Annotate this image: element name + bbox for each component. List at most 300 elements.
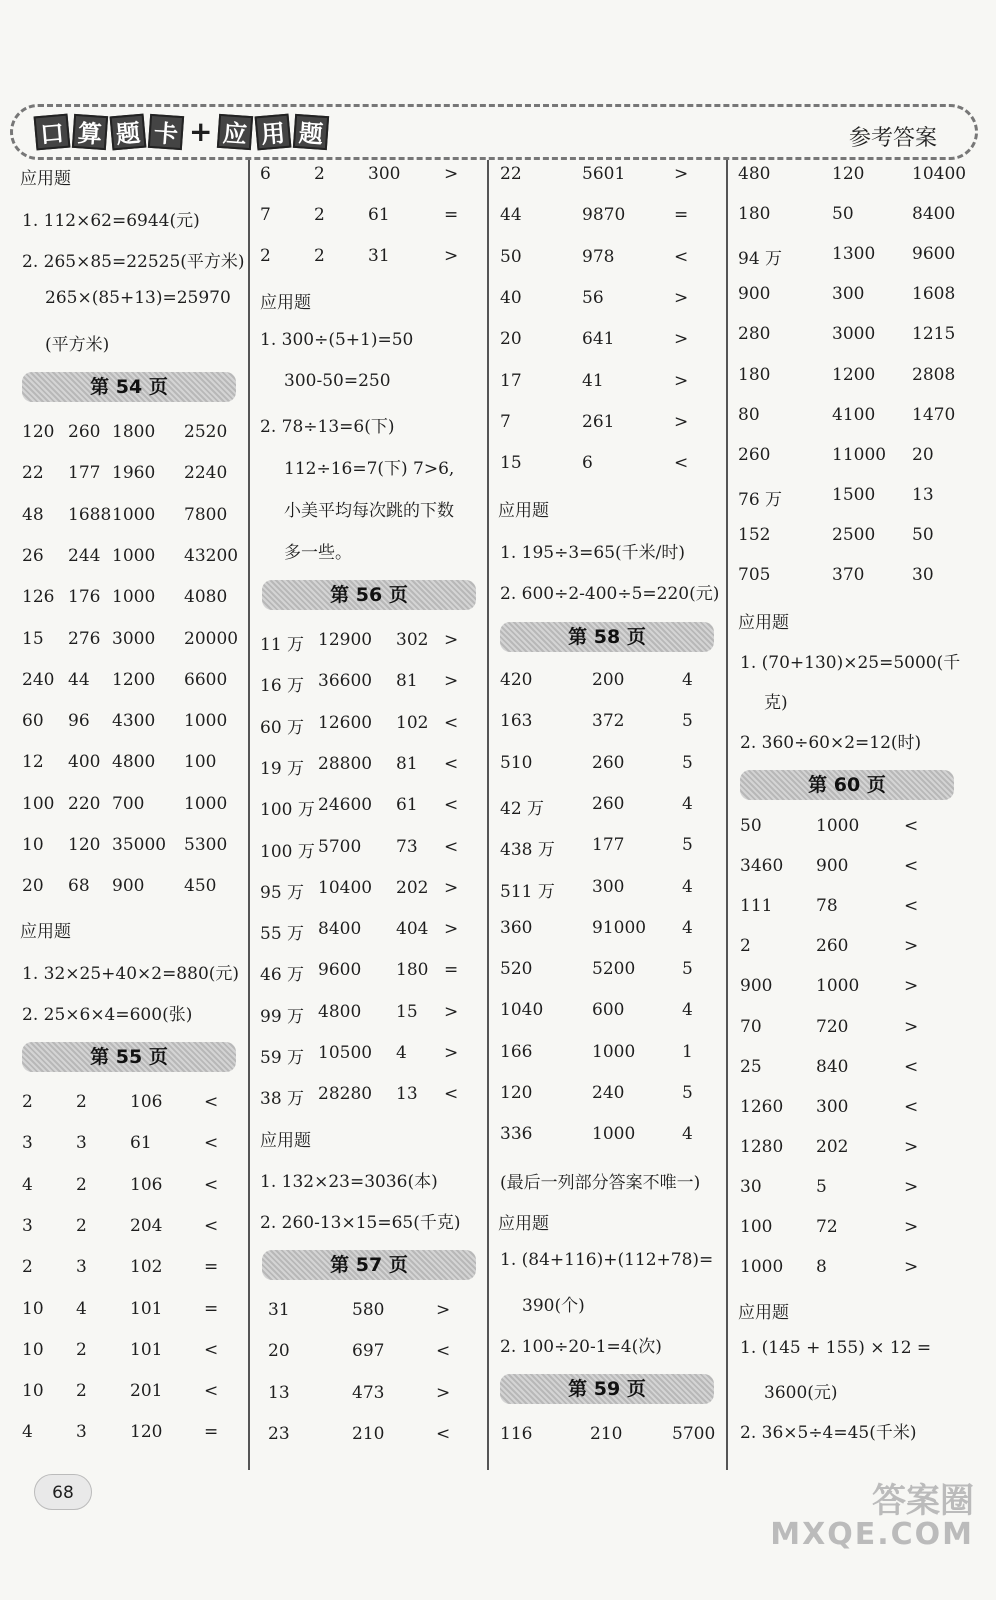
table-cell: 1000 (816, 976, 860, 997)
table-row (260, 713, 480, 743)
table-cell: 210 (352, 1423, 385, 1444)
table-cell: 372 (592, 711, 625, 732)
table-cell: < (444, 795, 459, 816)
table-row (498, 753, 718, 783)
table-row (738, 1017, 958, 1047)
table-cell: 12 (22, 752, 44, 773)
table-cell: 50 (912, 524, 934, 545)
table-cell: 520 (500, 959, 533, 980)
table-cell: 1000 (184, 711, 228, 732)
table-cell: 10400 (912, 164, 967, 184)
table-cell: > (904, 1136, 919, 1157)
table-cell: > (674, 370, 689, 391)
table-cell: 4 (682, 917, 693, 938)
table-cell: 55 万 (260, 924, 305, 945)
table-cell: 700 (112, 793, 145, 814)
table-row (260, 1424, 480, 1454)
table-cell: 60 (22, 711, 44, 732)
table-cell: 56 (582, 287, 604, 308)
section-heading: 应用题 (260, 293, 311, 313)
table-row (260, 795, 480, 825)
table-row (20, 1175, 240, 1205)
table-cell: 260 (738, 444, 771, 465)
table-cell: < (904, 896, 919, 917)
section-heading: 应用题 (738, 1303, 789, 1323)
table-cell: < (204, 1215, 219, 1236)
section-heading: 应用题 (498, 1214, 549, 1234)
table-cell: 15 (22, 628, 44, 649)
brand-char: 口 (34, 114, 71, 151)
table-cell: = (204, 1422, 219, 1443)
table-cell: 31 (268, 1300, 290, 1320)
page-section-54: 第 54 页 (22, 372, 236, 402)
table-cell: 1000 (592, 1124, 636, 1145)
table-cell: 2 (314, 164, 325, 184)
table-cell: 210 (590, 1424, 623, 1444)
table-row (20, 1340, 240, 1370)
table-cell: 91000 (592, 917, 647, 938)
table-cell: 13 (268, 1382, 290, 1403)
table-cell: 260 (592, 752, 625, 773)
answer-line: 1. 112×62=6944(元) (22, 211, 200, 231)
answer-line: 小美平均每次跳的下数 (284, 501, 454, 521)
table-row (20, 546, 240, 576)
table-cell: 6 (582, 453, 593, 474)
table-cell: 13 (396, 1084, 418, 1105)
table-cell: 2240 (184, 463, 228, 484)
table-cell: 81 (396, 753, 418, 774)
table-cell: 5601 (582, 164, 626, 184)
table-cell: 9600 (912, 244, 956, 265)
table-cell: 8 (816, 1257, 827, 1278)
table-row (738, 405, 958, 435)
table-cell: 480 (738, 164, 771, 184)
table-row (738, 565, 958, 595)
watermark-text: 答案圈 (872, 1481, 974, 1521)
table-cell: 152 (738, 524, 771, 545)
answer-line: 265×(85+13)=25970 (45, 288, 231, 308)
table-cell: 7 (260, 205, 271, 225)
table-cell: 641 (582, 329, 615, 350)
table-cell: 1280 (740, 1136, 784, 1157)
table-cell: 8400 (912, 204, 956, 225)
brand-plus: + (189, 115, 213, 148)
table-cell: 2500 (832, 524, 876, 545)
table-cell: 22 (500, 164, 522, 184)
table-cell: 4 (76, 1298, 87, 1319)
answer-line: 2. 25×6×4=600(张) (22, 1005, 193, 1025)
table-cell: 20 (268, 1341, 290, 1362)
table-row (738, 816, 958, 846)
table-cell: 5 (682, 752, 693, 773)
table-row (498, 288, 718, 318)
table-cell: 17 (500, 370, 522, 391)
table-cell: > (674, 164, 689, 184)
table-cell: 36600 (318, 671, 373, 692)
table-row (738, 1217, 958, 1247)
table-row (498, 329, 718, 359)
table-cell: 80 (738, 404, 760, 425)
table-cell: 101 (130, 1339, 163, 1360)
table-cell: 580 (352, 1300, 385, 1320)
table-row (20, 1133, 240, 1163)
table-cell: 3 (22, 1215, 33, 1236)
table-cell: 370 (832, 565, 865, 585)
table-cell: < (674, 453, 689, 474)
column-divider (248, 160, 250, 1470)
table-cell: 2520 (184, 422, 228, 442)
table-cell: 180 (396, 960, 429, 981)
table-cell: < (436, 1423, 451, 1444)
table-row (738, 324, 958, 354)
table-cell: 126 (22, 587, 55, 608)
table-cell: 180 (738, 364, 771, 385)
table-row (498, 1000, 718, 1030)
table-cell: 720 (816, 1016, 849, 1037)
table-row (498, 453, 718, 483)
table-cell: < (204, 1133, 219, 1154)
table-row (20, 1299, 240, 1329)
table-cell: = (204, 1257, 219, 1278)
table-cell: 25 (740, 1056, 762, 1077)
table-cell: 111 (740, 896, 773, 917)
table-cell: > (436, 1382, 451, 1403)
table-cell: 50 (500, 246, 522, 267)
table-cell: 10 (22, 1339, 44, 1360)
table-cell: 4300 (112, 711, 156, 732)
table-cell: 900 (816, 856, 849, 877)
table-cell: 19 万 (260, 758, 305, 779)
table-cell: 59 万 (260, 1048, 305, 1068)
table-cell: 1000 (740, 1257, 784, 1278)
table-cell: 240 (592, 1083, 625, 1103)
table-cell: 2 (314, 246, 325, 266)
table-cell: 70 (740, 1016, 762, 1037)
table-cell: 78 (816, 896, 838, 917)
table-cell: 20 (912, 444, 934, 465)
table-cell: 60 万 (260, 717, 305, 738)
page-section-60: 第 60 页 (740, 770, 954, 800)
table-cell: 5700 (672, 1424, 716, 1444)
answer-line: 2. 260-13×15=65(千克) (260, 1213, 461, 1233)
table-row (498, 164, 718, 194)
table-row (20, 794, 240, 824)
answer-line: 2. 360÷60×2=12(时) (740, 733, 922, 753)
table-row (20, 876, 240, 906)
table-cell: 336 (500, 1124, 533, 1145)
table-cell: 5700 (318, 836, 362, 857)
table-cell: 44 (500, 205, 522, 226)
table-cell: 28280 (318, 1084, 373, 1105)
answer-line: 多一些。 (284, 543, 352, 563)
table-cell: 2 (22, 1257, 33, 1278)
table-cell: 900 (112, 876, 145, 897)
table-row (20, 1092, 240, 1122)
table-cell: < (204, 1174, 219, 1195)
table-cell: 2 (22, 1092, 33, 1112)
table-cell: 1260 (740, 1096, 784, 1117)
table-cell: 360 (500, 917, 533, 938)
table-cell: 5 (682, 835, 693, 856)
table-cell: 204 (130, 1215, 163, 1236)
table-row (260, 630, 480, 660)
column-2 (260, 160, 482, 1470)
table-cell: 40 (500, 287, 522, 308)
section-heading: 应用题 (20, 169, 71, 189)
table-cell: 100 (740, 1217, 773, 1237)
table-row (498, 711, 718, 741)
table-cell: 10500 (318, 1043, 373, 1063)
table-cell: 1500 (832, 484, 876, 505)
table-cell: 6600 (184, 669, 228, 690)
table-cell: 24600 (318, 795, 373, 816)
table-row (738, 1057, 958, 1087)
table-cell: 61 (130, 1133, 152, 1154)
table-row (20, 1216, 240, 1246)
table-row (738, 365, 958, 395)
table-cell: 1200 (832, 364, 876, 385)
table-row (20, 1381, 240, 1411)
table-row (260, 1084, 480, 1114)
table-cell: 101 (130, 1298, 163, 1319)
table-cell: 2 (76, 1215, 87, 1236)
table-cell: 261 (582, 411, 615, 432)
table-cell: 438 万 (500, 840, 555, 861)
table-cell: 180 (738, 204, 771, 225)
table-row (498, 371, 718, 401)
table-cell: 7800 (184, 504, 228, 525)
table-cell: 120 (22, 422, 55, 442)
brand-char: 题 (110, 114, 147, 151)
table-cell: < (204, 1339, 219, 1360)
table-cell: 202 (396, 877, 429, 898)
column-4 (738, 160, 967, 1470)
table-row (738, 485, 958, 515)
table-cell: 900 (740, 976, 773, 997)
table-cell: 511 万 (500, 881, 555, 902)
table-cell: 4 (682, 670, 693, 690)
table-cell: 4 (682, 1124, 693, 1145)
table-row (20, 505, 240, 535)
brand-char: 应 (217, 114, 253, 150)
table-cell: 5200 (592, 959, 636, 980)
table-cell: 10400 (318, 877, 373, 898)
table-cell: 510 (500, 752, 533, 773)
table-cell: 48 (22, 504, 44, 525)
table-cell: 15 (396, 1001, 418, 1022)
column-divider (487, 160, 489, 1470)
table-cell: 42 万 (500, 798, 545, 819)
page-section-58: 第 58 页 (500, 622, 714, 652)
table-cell: 1040 (500, 1000, 544, 1021)
table-cell: 106 (130, 1092, 163, 1112)
table-cell: 5 (682, 711, 693, 732)
table-cell: 7 (500, 411, 511, 432)
table-cell: < (436, 1341, 451, 1362)
table-cell: 166 (500, 1041, 533, 1062)
table-row (738, 445, 958, 475)
table-cell: 2 (740, 936, 751, 957)
table-cell: > (904, 976, 919, 997)
table-cell: 73 (396, 836, 418, 857)
table-cell: 2 (76, 1381, 87, 1402)
table-cell: 4 (22, 1422, 33, 1443)
table-cell: 100 (22, 793, 55, 814)
table-cell: 26 (22, 545, 44, 566)
table-cell: 44 (68, 669, 90, 690)
answer-line: (平方米) (45, 335, 110, 355)
table-cell: 61 (368, 205, 390, 225)
table-cell: 4080 (184, 587, 228, 608)
table-cell: 3 (76, 1257, 87, 1278)
answer-line: 1. 132×23=3036(本) (260, 1172, 438, 1192)
table-row (738, 1257, 958, 1287)
answer-line: 1. (70+130)×25=5000(千 (740, 653, 961, 673)
table-row (498, 205, 718, 235)
table-cell: 244 (68, 545, 101, 566)
table-row (738, 976, 958, 1006)
table-cell: 8400 (318, 919, 362, 940)
table-cell: 840 (816, 1056, 849, 1077)
table-row (498, 959, 718, 989)
page-section-57: 第 57 页 (262, 1250, 476, 1280)
table-cell: > (904, 936, 919, 957)
table-cell: 41 (582, 370, 604, 391)
table-cell: 6 (260, 164, 271, 184)
table-row (20, 463, 240, 493)
table-cell: 2 (76, 1092, 87, 1112)
table-cell: 2 (314, 205, 325, 225)
table-row (260, 205, 480, 235)
table-row (20, 1257, 240, 1287)
table-cell: < (904, 1056, 919, 1077)
answer-line: 1. 195÷3=65(千米/时) (500, 543, 685, 563)
table-cell: 201 (130, 1381, 163, 1402)
table-row (260, 1300, 480, 1330)
table-cell: 15 (500, 453, 522, 474)
table-row (738, 936, 958, 966)
table-cell: 1300 (832, 244, 876, 265)
table-cell: = (444, 205, 459, 225)
brand-char: 卡 (148, 114, 184, 150)
table-cell: 697 (352, 1341, 385, 1362)
table-cell: < (444, 712, 459, 733)
table-row (498, 1042, 718, 1072)
table-row (20, 422, 240, 452)
watermark-url: MXQE.COM (770, 1517, 974, 1552)
table-cell: 50 (832, 204, 854, 225)
table-cell: < (904, 856, 919, 877)
answer-line: 2. 78÷13=6(下) (260, 417, 395, 437)
table-cell: > (444, 630, 459, 650)
table-cell: 10 (22, 1381, 44, 1402)
table-cell: 50 (740, 816, 762, 836)
table-row (498, 1124, 718, 1154)
table-cell: > (444, 246, 459, 266)
table-row (498, 1424, 718, 1454)
table-cell: 22 (22, 463, 44, 484)
table-row (20, 670, 240, 700)
table-cell: 202 (816, 1136, 849, 1157)
table-cell: > (444, 1043, 459, 1063)
table-cell: 260 (816, 936, 849, 957)
table-cell: 106 (130, 1174, 163, 1195)
table-cell: 1608 (912, 284, 956, 305)
brand-char: 算 (72, 114, 108, 150)
table-cell: 4100 (832, 404, 876, 425)
table-row (260, 164, 480, 194)
table-cell: 12900 (318, 630, 373, 650)
table-cell: 28800 (318, 753, 373, 774)
note: (最后一列部分答案不唯一) (500, 1173, 701, 1193)
section-heading: 应用题 (498, 501, 549, 521)
table-cell: 1688 (68, 504, 112, 525)
table-row (20, 587, 240, 617)
table-cell: 300 (832, 284, 865, 305)
table-cell: 302 (396, 630, 429, 650)
table-cell: 35000 (112, 835, 167, 855)
table-cell: 2 (76, 1339, 87, 1360)
table-cell: 5300 (184, 835, 228, 855)
table-cell: 220 (68, 793, 101, 814)
table-cell: > (904, 1016, 919, 1037)
answer-line: 390(个) (522, 1296, 585, 1316)
section-heading: 应用题 (738, 613, 789, 633)
table-cell: 300 (368, 164, 401, 184)
table-cell: 1200 (112, 669, 156, 690)
table-cell: 10 (22, 835, 44, 855)
table-cell: 450 (184, 876, 217, 897)
table-cell: 61 (396, 795, 418, 816)
table-cell: 5 (682, 1083, 693, 1103)
table-cell: 177 (68, 463, 101, 484)
table-cell: = (444, 960, 459, 981)
table-cell: 12600 (318, 712, 373, 733)
table-row (260, 754, 480, 784)
table-cell: 2808 (912, 364, 956, 385)
table-cell: 76 万 (738, 489, 783, 510)
answer-line: 克) (764, 693, 788, 713)
table-cell: 260 (592, 793, 625, 814)
answer-line: 1. (84+116)+(112+78)= (500, 1250, 714, 1270)
table-cell: > (436, 1300, 451, 1320)
table-row (260, 837, 480, 867)
table-cell: 176 (68, 587, 101, 608)
page-section-55: 第 55 页 (22, 1042, 236, 1072)
table-cell: 404 (396, 919, 429, 940)
table-cell: 4 (22, 1174, 33, 1195)
table-row (498, 794, 718, 824)
table-row (260, 960, 480, 990)
table-cell: 31 (368, 246, 390, 266)
table-cell: 1960 (112, 463, 156, 484)
table-cell: > (904, 1217, 919, 1237)
table-cell: 9600 (318, 960, 362, 981)
table-row (20, 752, 240, 782)
table-row (498, 247, 718, 277)
table-cell: 978 (582, 246, 615, 267)
answer-line: 3600(元) (764, 1383, 838, 1403)
page-section-56: 第 56 页 (262, 580, 476, 610)
table-cell: 4 (682, 876, 693, 897)
table-cell: 5 (682, 959, 693, 980)
answer-line: 1. 300÷(5+1)=50 (260, 330, 414, 350)
table-row (498, 412, 718, 442)
table-cell: > (904, 1257, 919, 1278)
table-cell: 120 (130, 1422, 163, 1443)
table-cell: 20000 (184, 628, 239, 649)
table-cell: 46 万 (260, 965, 305, 986)
